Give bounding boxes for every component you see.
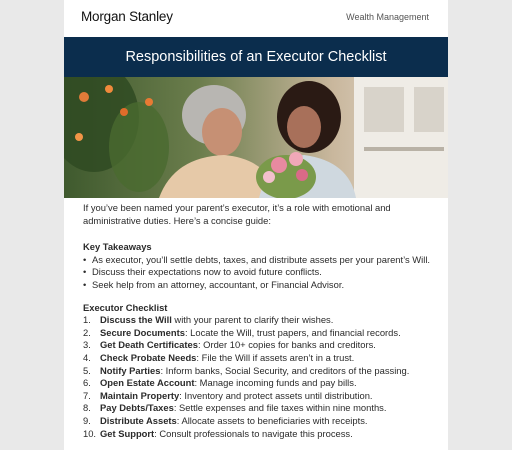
checklist-item: 7. Maintain Property: Inventory and protect assets until distribution. <box>83 389 373 401</box>
checklist-item: 4. Check Probate Needs: File the Will if assets aren’t in a trust. <box>83 351 355 363</box>
title-banner <box>64 37 448 77</box>
checklist-item: 9. Distribute Assets: Allocate assets to beneficiaries with receipts. <box>83 414 368 426</box>
executor-checklist <box>83 314 433 440</box>
division-label: Wealth Management <box>346 12 429 22</box>
bullet-icon: • <box>83 266 87 278</box>
list-item: • As executor, you’ll settle debts, taxes, and distribute assets per your parent’s Will. <box>83 253 431 265</box>
bullet-icon: • <box>83 278 87 290</box>
key-takeaways-list <box>83 254 433 292</box>
checklist-item: 5. Notify Parties: Inform banks, Social Security, and creditors of the passing. <box>83 364 410 376</box>
checklist-item: 6. Open Estate Account: Manage incoming funds and pay bills. <box>83 377 357 389</box>
list-item: • Seek help from an attorney, accountant, or Financial Advisor. <box>83 278 345 290</box>
checklist-item: 8. Pay Debts/Taxes: Settle expenses and file taxes within nine months. <box>83 402 387 414</box>
list-item: • Discuss their expectations now to avoid future conflicts. <box>83 266 322 278</box>
key-takeaways-heading: Key Takeaways <box>83 241 152 253</box>
checklist-item: 10. Get Support: Consult professionals to navigate this process. <box>83 427 353 439</box>
checklist-item: 2. Secure Documents: Locate the Will, trust papers, and financial records. <box>83 326 401 338</box>
bullet-icon: • <box>83 253 87 265</box>
checklist-heading: Executor Checklist <box>83 301 168 313</box>
hero-image <box>64 77 448 198</box>
page-title: Responsibilities of an Executor Checklist <box>125 49 387 65</box>
checklist-item: 3. Get Death Certificates: Order 10+ copies for banks and creditors. <box>83 339 376 351</box>
article-body <box>83 202 433 440</box>
checklist-item: 1. Discuss the Will with your parent to clarify their wishes. <box>83 314 334 326</box>
email-card <box>64 0 448 450</box>
intro-paragraph: If you’ve been named your parent’s executor, it’s a role with emotional and administrative duties. Here’s a concise guide: <box>83 202 391 226</box>
header <box>64 0 448 37</box>
brand-logo[interactable]: Morgan Stanley <box>81 9 173 24</box>
